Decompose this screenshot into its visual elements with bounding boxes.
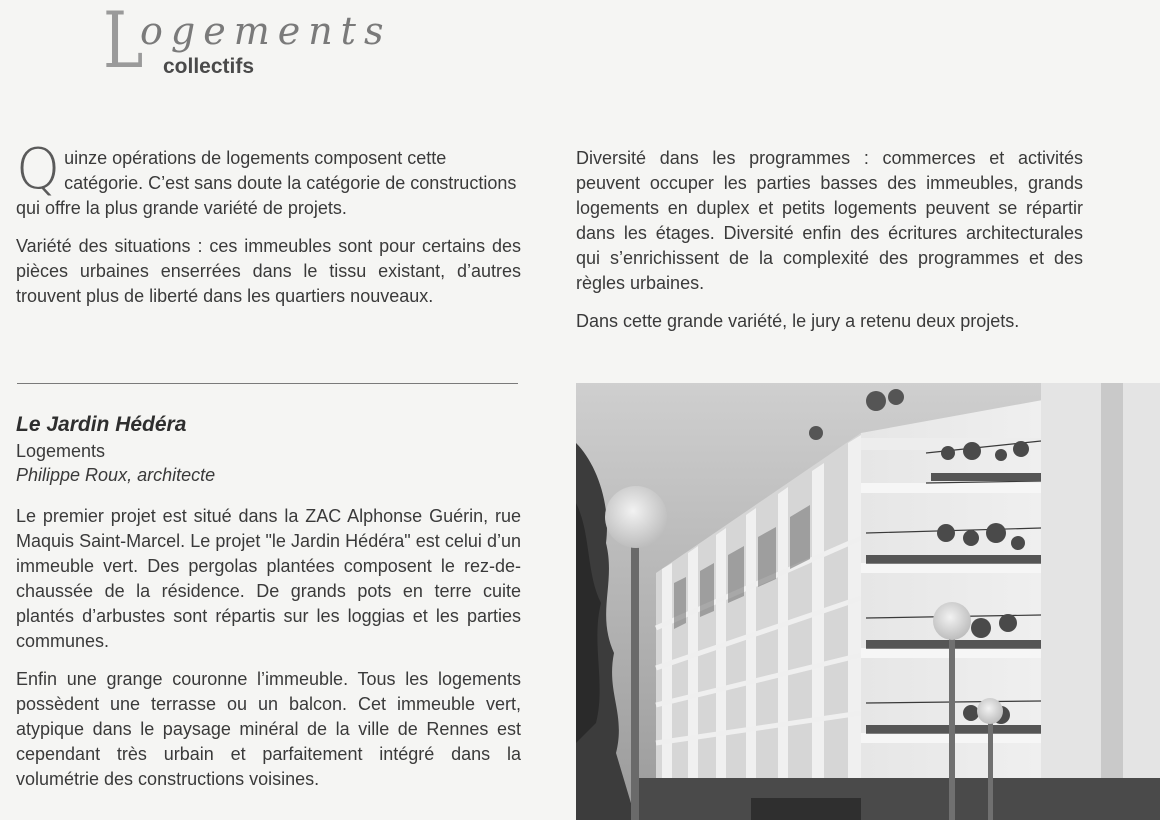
project-paragraph-1: Le premier projet est situé dans la ZAC Alphonse Guérin, rue Maquis Saint-Marcel. Le projet "le Jardin Hédéra" est celui d’un immeuble vert. Des pergolas plantées composent le rez-de-chaussée de la résidence. De grands pots en terre cuite plantés d’arbustes sont répartis sur les loggias et les parties communes.	[16, 506, 521, 651]
dropcap: Q	[16, 137, 61, 202]
project-type: Logements	[16, 441, 106, 461]
project-paragraph-2: Enfin une grange couronne l’immeuble. Tous les logements possèdent une terrasse ou un balcon. Cet immeuble vert, atypique dans le paysage minéral de la ville de Rennes est cependant très urbain et parfaitement intégré dans la volumétrie des constructions voisines.	[16, 669, 521, 789]
building-illustration	[576, 383, 1160, 820]
building-photo	[576, 383, 1160, 820]
page-title: ogements	[140, 9, 392, 53]
page-header	[0, 0, 1160, 90]
intro-right-column	[576, 146, 1083, 334]
intro-left-column	[16, 137, 521, 309]
page-subtitle: collectifs	[163, 55, 255, 78]
project-architect: Philippe Roux, architecte	[16, 465, 216, 485]
intro-paragraph-1-text: uinze opérations de logements composent cette catégorie. C’est sans doute la catégorie de constructions qui offre la plus grande variété de projets.	[16, 148, 517, 218]
project-text-column	[16, 504, 521, 792]
title-initial: L	[103, 0, 144, 86]
intro-paragraph-1	[16, 137, 521, 221]
intro-paragraph-2: Variété des situations : ces immeubles sont pour certains des pièces urbaines enserrées dans le tissu existant, d’autres trouvent plus de liberté dans les quartiers nouveaux.	[16, 236, 521, 306]
project-title: Le Jardin Hédéra	[16, 413, 187, 436]
section-divider	[17, 383, 518, 384]
intro-paragraph-4: Dans cette grande variété, le jury a retenu deux projets.	[576, 311, 1020, 331]
intro-paragraph-3: Diversité dans les programmes : commerces et activités peuvent occuper les parties basses des immeubles, grands logements en duplex et petits logements peuvent se répartir dans les étages. Diversité enfin des écritures architecturales qui s’enrichissent de la complexité des programmes et des règles urbaines.	[576, 148, 1083, 293]
